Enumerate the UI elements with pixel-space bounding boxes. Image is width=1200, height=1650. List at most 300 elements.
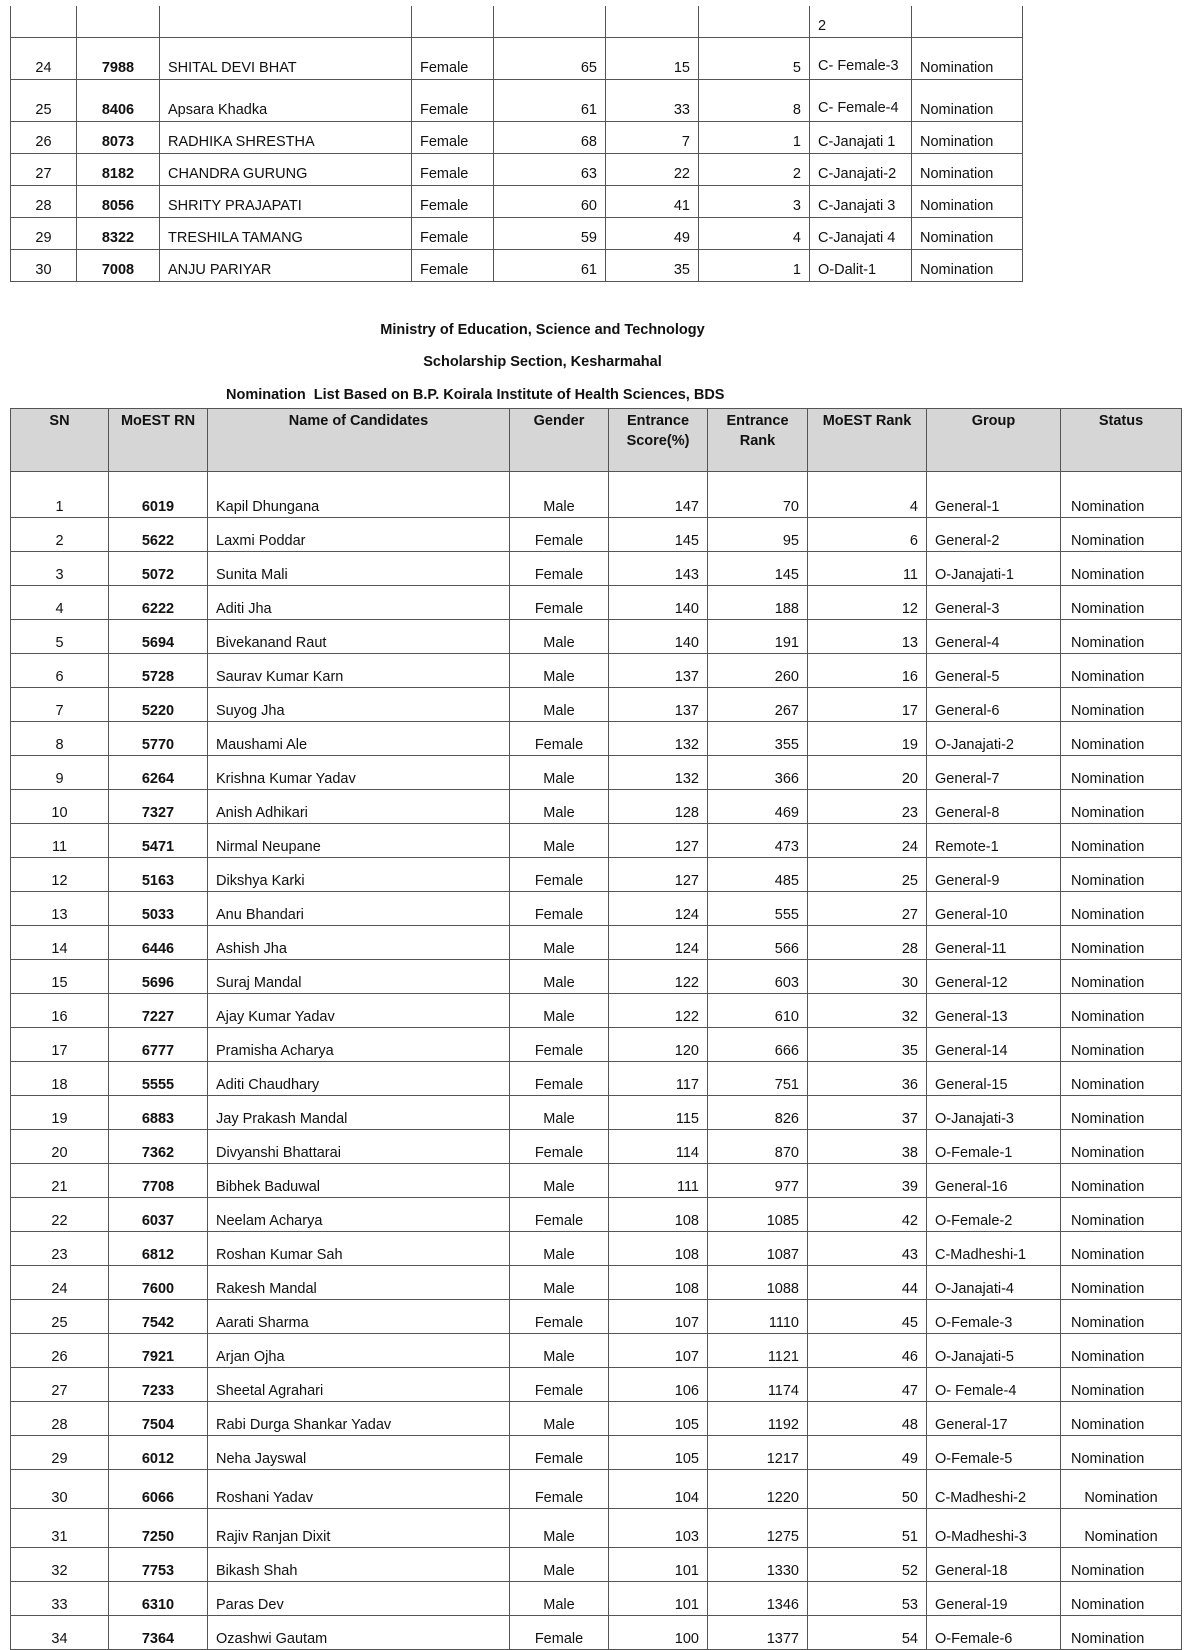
table-row [11,1232,1182,1266]
table-row [11,217,1023,249]
score-cell: 105 [609,1402,708,1436]
sn-cell: 14 [11,926,109,960]
rn-cell: 8182 [77,153,160,185]
moest-rank-cell: 8 [699,79,810,121]
name-cell: Roshan Kumar Sah [208,1232,510,1266]
score-cell: 128 [609,790,708,824]
entrance-rank-cell: 188 [708,586,808,620]
sn-cell: 28 [11,185,77,217]
moest-rank-cell: 54 [808,1616,927,1650]
status-cell: Nomination [1061,1300,1182,1334]
name-cell: Nirmal Neupane [208,824,510,858]
table-row [11,1402,1182,1436]
gender-cell: Female [412,121,494,153]
group-cell: General-10 [927,892,1061,926]
rn-cell: 5770 [109,722,208,756]
status-cell: Nomination [1061,552,1182,586]
score-cell: 108 [609,1232,708,1266]
sn-cell: 3 [11,552,109,586]
score-cell: 105 [609,1436,708,1470]
status-cell: Nomination [912,185,1023,217]
header-moest-rank: MoEST Rank [808,409,927,472]
table-row [11,1470,1182,1509]
gender-cell: Male [510,1266,609,1300]
entrance-rank-cell: 555 [708,892,808,926]
gender-cell: Female [510,1300,609,1334]
score-cell: 65 [494,37,606,79]
sn-cell: 15 [11,960,109,994]
score-cell: 127 [609,858,708,892]
gender-cell: Male [510,1582,609,1616]
table-row [11,1062,1182,1096]
gender-cell: Female [510,1436,609,1470]
moest-rank-cell: 19 [808,722,927,756]
entrance-rank-cell: 603 [708,960,808,994]
name-cell: Sheetal Agrahari [208,1368,510,1402]
entrance-rank-cell: 1377 [708,1616,808,1650]
table-row [11,153,1023,185]
moest-rank-cell: 16 [808,654,927,688]
entrance-rank-cell: 566 [708,926,808,960]
group-cell: C- Female-4 [810,79,912,121]
group-cell: O-Dalit-1 [810,249,912,281]
status-cell: Nomination [1061,824,1182,858]
rn-cell: 5622 [109,518,208,552]
entrance-rank-cell: 267 [708,688,808,722]
moest-rank-cell: 17 [808,688,927,722]
group-cell: O-Janajati-3 [927,1096,1061,1130]
group-cell: O-Janajati-2 [927,722,1061,756]
entrance-rank-cell: 145 [708,552,808,586]
sn-cell: 17 [11,1028,109,1062]
name-cell: Saurav Kumar Karn [208,654,510,688]
score-cell: 140 [609,620,708,654]
group-cell: General-12 [927,960,1061,994]
status-cell: Nomination [1061,1548,1182,1582]
sn-cell: 27 [11,1368,109,1402]
gender-cell: Male [510,1096,609,1130]
status-cell: Nomination [1061,484,1182,518]
score-cell: 104 [609,1470,708,1509]
score-cell: 108 [609,1198,708,1232]
rn-cell: 8406 [77,79,160,121]
gender-cell: Male [510,994,609,1028]
gender-cell: Male [510,688,609,722]
entrance-rank-cell: 485 [708,858,808,892]
entrance-rank-cell: 977 [708,1164,808,1198]
sn-cell: 22 [11,1198,109,1232]
table-row [11,1616,1182,1650]
gender-cell: Female [510,1198,609,1232]
status-cell: Nomination [1061,960,1182,994]
score-cell: 122 [609,994,708,1028]
entrance-rank-cell: 70 [708,484,808,518]
table-row [11,6,1023,37]
table-row [11,1164,1182,1198]
gender-cell: Female [412,185,494,217]
status-cell: Nomination [1061,1582,1182,1616]
group-cell: General-15 [927,1062,1061,1096]
gender-cell: Female [510,1130,609,1164]
score-cell: 117 [609,1062,708,1096]
group-cell: C- Female-3 [810,37,912,79]
nomination-table [10,408,1182,1650]
rn-cell: 6777 [109,1028,208,1062]
header-entrance-rank: Entrance Rank [708,409,808,472]
entrance-rank-cell: 469 [708,790,808,824]
name-cell: Ozashwi Gautam [208,1616,510,1650]
name-cell: Aditi Chaudhary [208,1062,510,1096]
sn-cell: 30 [11,1470,109,1509]
name-cell: Arjan Ojha [208,1334,510,1368]
gender-cell: Female [412,79,494,121]
entrance-rank-cell: 1330 [708,1548,808,1582]
moest-rank-cell: 51 [808,1509,927,1548]
status-cell: Nomination [1061,1266,1182,1300]
name-cell: Dikshya Karki [208,858,510,892]
sn-cell: 11 [11,824,109,858]
group-cell: General-18 [927,1548,1061,1582]
moest-rank-cell: 39 [808,1164,927,1198]
header-name: Name of Candidates [208,409,510,472]
name-cell: Apsara Khadka [160,79,412,121]
group-cell: O-Janajati-4 [927,1266,1061,1300]
table-row [11,1436,1182,1470]
group-cell: O-Female-2 [927,1198,1061,1232]
rn-cell: 8322 [77,217,160,249]
status-cell: Nomination [1061,1232,1182,1266]
gender-cell: Male [510,756,609,790]
name-cell: Maushami Ale [208,722,510,756]
moest-rank-cell: 1 [699,249,810,281]
table-row [11,1582,1182,1616]
name-cell: Rakesh Mandal [208,1266,510,1300]
table-row [11,620,1182,654]
entrance-rank-cell: 95 [708,518,808,552]
sn-cell: 18 [11,1062,109,1096]
entrance-rank-cell: 610 [708,994,808,1028]
table-row [11,1266,1182,1300]
group-cell: C-Madheshi-1 [927,1232,1061,1266]
name-cell: RADHIKA SHRESTHA [160,121,412,153]
rn-cell: 6264 [109,756,208,790]
moest-rank-cell: 3 [699,185,810,217]
entrance-rank-cell: 1220 [708,1470,808,1509]
entrance-rank-cell: 1085 [708,1198,808,1232]
entrance-rank-cell: 826 [708,1096,808,1130]
rn-cell: 6037 [109,1198,208,1232]
group-cell: Remote-1 [927,824,1061,858]
entrance-rank-cell: 473 [708,824,808,858]
sn-cell: 21 [11,1164,109,1198]
moest-rank-cell: 42 [808,1198,927,1232]
status-cell: Nomination [1061,1509,1182,1548]
entrance-rank-cell: 260 [708,654,808,688]
moest-rank-cell: 46 [808,1334,927,1368]
gender-cell: Male [510,1164,609,1198]
group-cell: General-1 [927,484,1061,518]
sn-cell: 19 [11,1096,109,1130]
rn-cell: 7250 [109,1509,208,1548]
status-cell: Nomination [1061,994,1182,1028]
rn-cell: 6883 [109,1096,208,1130]
name-cell: Suraj Mandal [208,960,510,994]
name-cell: CHANDRA GURUNG [160,153,412,185]
name-cell: Anish Adhikari [208,790,510,824]
rn-cell: 6012 [109,1436,208,1470]
group-cell: General-2 [927,518,1061,552]
sn-cell: 7 [11,688,109,722]
entrance-rank-cell: 1088 [708,1266,808,1300]
status-cell: Nomination [1061,1096,1182,1130]
status-cell: Nomination [1061,1368,1182,1402]
moest-rank-cell: 20 [808,756,927,790]
moest-rank-cell: 36 [808,1062,927,1096]
rn-cell: 5696 [109,960,208,994]
entrance-rank-cell: 1121 [708,1334,808,1368]
group-cell: General-4 [927,620,1061,654]
sn-cell: 24 [11,37,77,79]
gender-cell: Male [510,1402,609,1436]
gender-cell: Female [412,217,494,249]
status-cell: Nomination [1061,1164,1182,1198]
moest-rank-cell: 47 [808,1368,927,1402]
score-cell: 100 [609,1616,708,1650]
header-group: Group [927,409,1061,472]
score-cell: 60 [494,185,606,217]
group-cell: General-14 [927,1028,1061,1062]
score-cell: 132 [609,756,708,790]
gender-cell: Female [510,1470,609,1509]
group-cell: O-Female-6 [927,1616,1061,1650]
score-cell: 107 [609,1300,708,1334]
moest-rank-cell: 32 [808,994,927,1028]
moest-rank-cell: 25 [808,858,927,892]
gender-cell: Female [510,552,609,586]
moest-rank-cell: 5 [699,37,810,79]
header-gender: Gender [510,409,609,472]
gender-cell: Male [510,1232,609,1266]
moest-rank-cell: 11 [808,552,927,586]
sn-cell: 5 [11,620,109,654]
score-cell: 63 [494,153,606,185]
gender-cell: Male [510,1509,609,1548]
gender-cell: Male [510,926,609,960]
status-cell: Nomination [1061,1470,1182,1509]
gender-cell: Female [412,249,494,281]
score-cell: 124 [609,892,708,926]
table-row [11,518,1182,552]
sn-cell: 12 [11,858,109,892]
entrance-rank-cell: 49 [606,217,699,249]
entrance-rank-cell: 751 [708,1062,808,1096]
score-cell: 124 [609,926,708,960]
name-cell: Krishna Kumar Yadav [208,756,510,790]
name-cell: Neha Jayswal [208,1436,510,1470]
table-row [11,790,1182,824]
entrance-rank-cell: 191 [708,620,808,654]
rn-cell: 5728 [109,654,208,688]
rn-cell: 5471 [109,824,208,858]
sn-cell: 34 [11,1616,109,1650]
table-row [11,1548,1182,1582]
header-sn: SN [11,409,109,472]
table-header-row [11,409,1182,472]
group-cell: O-Madheshi-3 [927,1509,1061,1548]
name-cell: Anu Bhandari [208,892,510,926]
sn-cell: 29 [11,217,77,249]
rn-cell: 7708 [109,1164,208,1198]
status-cell: Nomination [1061,1198,1182,1232]
group-cell: O-Female-3 [927,1300,1061,1334]
name-cell: Aarati Sharma [208,1300,510,1334]
score-cell: 114 [609,1130,708,1164]
gender-cell: Male [510,960,609,994]
sn-cell: 25 [11,79,77,121]
name-cell: Ashish Jha [208,926,510,960]
score-cell: 143 [609,552,708,586]
table-row [11,1300,1182,1334]
score-cell: 127 [609,824,708,858]
moest-rank-cell: 24 [808,824,927,858]
rn-cell: 7542 [109,1300,208,1334]
rn-cell: 6310 [109,1582,208,1616]
table-row [11,1198,1182,1232]
group-cell: General-8 [927,790,1061,824]
gender-cell: Female [510,586,609,620]
gender-cell: Female [510,1062,609,1096]
moest-rank-cell: 53 [808,1582,927,1616]
name-cell: Pramisha Acharya [208,1028,510,1062]
gender-cell: Male [510,620,609,654]
sn-cell: 28 [11,1402,109,1436]
group-cell: General-16 [927,1164,1061,1198]
score-cell: 61 [494,249,606,281]
table-row [11,926,1182,960]
score-cell: 108 [609,1266,708,1300]
moest-rank-cell: 50 [808,1470,927,1509]
name-cell: SHRITY PRAJAPATI [160,185,412,217]
header-entrance-score: Entrance Score(%) [609,409,708,472]
sn-cell: 32 [11,1548,109,1582]
rn-cell: 7362 [109,1130,208,1164]
table-row [11,722,1182,756]
status-cell: Nomination [912,249,1023,281]
score-cell: 106 [609,1368,708,1402]
status-cell: Nomination [1061,1130,1182,1164]
moest-rank-cell: 44 [808,1266,927,1300]
entrance-rank-cell: 41 [606,185,699,217]
sn-cell: 24 [11,1266,109,1300]
entrance-rank-cell: 35 [606,249,699,281]
status-cell: Nomination [912,79,1023,121]
entrance-rank-cell: 1192 [708,1402,808,1436]
rn-cell: 7233 [109,1368,208,1402]
rn-cell: 6066 [109,1470,208,1509]
status-cell: Nomination [1061,858,1182,892]
name-cell: Rabi Durga Shankar Yadav [208,1402,510,1436]
moest-rank-cell: 28 [808,926,927,960]
ministry-heading: Ministry of Education, Science and Technology [380,322,705,338]
rn-cell: 6812 [109,1232,208,1266]
group-cell: General-6 [927,688,1061,722]
moest-rank-cell: 35 [808,1028,927,1062]
rn-cell: 7988 [77,37,160,79]
sn-cell: 6 [11,654,109,688]
group-cell: General-7 [927,756,1061,790]
table-row [11,185,1023,217]
score-cell: 120 [609,1028,708,1062]
table-row [11,79,1023,121]
group-cell: C-Janajati-2 [810,153,912,185]
status-cell: Nomination [1061,756,1182,790]
name-cell: Kapil Dhungana [208,484,510,518]
status-cell: Nomination [1061,620,1182,654]
section-heading: Scholarship Section, Kesharmahal [423,354,662,370]
name-cell: TRESHILA TAMANG [160,217,412,249]
name-cell: Divyanshi Bhattarai [208,1130,510,1164]
status-cell: Nomination [1061,1062,1182,1096]
sn-cell: 20 [11,1130,109,1164]
moest-rank-cell: 37 [808,1096,927,1130]
gender-cell: Male [510,824,609,858]
rn-cell: 7921 [109,1334,208,1368]
table-row [11,552,1182,586]
table-row [11,1368,1182,1402]
gender-cell: Female [510,1368,609,1402]
entrance-rank-cell: 22 [606,153,699,185]
rn-cell: 5072 [109,552,208,586]
score-cell: 107 [609,1334,708,1368]
table-row [11,994,1182,1028]
group-cell: O-Janajati-1 [927,552,1061,586]
sn-cell: 29 [11,1436,109,1470]
score-cell: 115 [609,1096,708,1130]
entrance-rank-cell: 33 [606,79,699,121]
name-cell: Jay Prakash Mandal [208,1096,510,1130]
rn-cell: 5220 [109,688,208,722]
group-cell: General-9 [927,858,1061,892]
table-row [11,960,1182,994]
sn-cell: 1 [11,484,109,518]
spacer-row [11,472,1182,485]
group-cell: C-Janajati 1 [810,121,912,153]
gender-cell: Male [510,654,609,688]
sn-cell: 26 [11,1334,109,1368]
sn-cell: 23 [11,1232,109,1266]
status-cell: Nomination [1061,722,1182,756]
score-cell: 137 [609,688,708,722]
rn-cell: 7753 [109,1548,208,1582]
list-title: Nomination List Based on B.P. Koirala Institute of Health Sciences, BDS [226,387,725,403]
group-cell: General-19 [927,1582,1061,1616]
rn-cell: 7227 [109,994,208,1028]
group-cell: O-Female-1 [927,1130,1061,1164]
sn-cell: 25 [11,1300,109,1334]
gender-cell: Female [510,1028,609,1062]
score-cell: 137 [609,654,708,688]
moest-rank-cell: 13 [808,620,927,654]
entrance-rank-cell: 1346 [708,1582,808,1616]
name-cell: Laxmi Poddar [208,518,510,552]
name-cell: Neelam Acharya [208,1198,510,1232]
sn-cell: 27 [11,153,77,185]
status-cell: Nomination [1061,1616,1182,1650]
moest-rank-cell: 6 [808,518,927,552]
name-cell: Suyog Jha [208,688,510,722]
status-cell: Nomination [1061,892,1182,926]
group-cell: O- Female-4 [927,1368,1061,1402]
